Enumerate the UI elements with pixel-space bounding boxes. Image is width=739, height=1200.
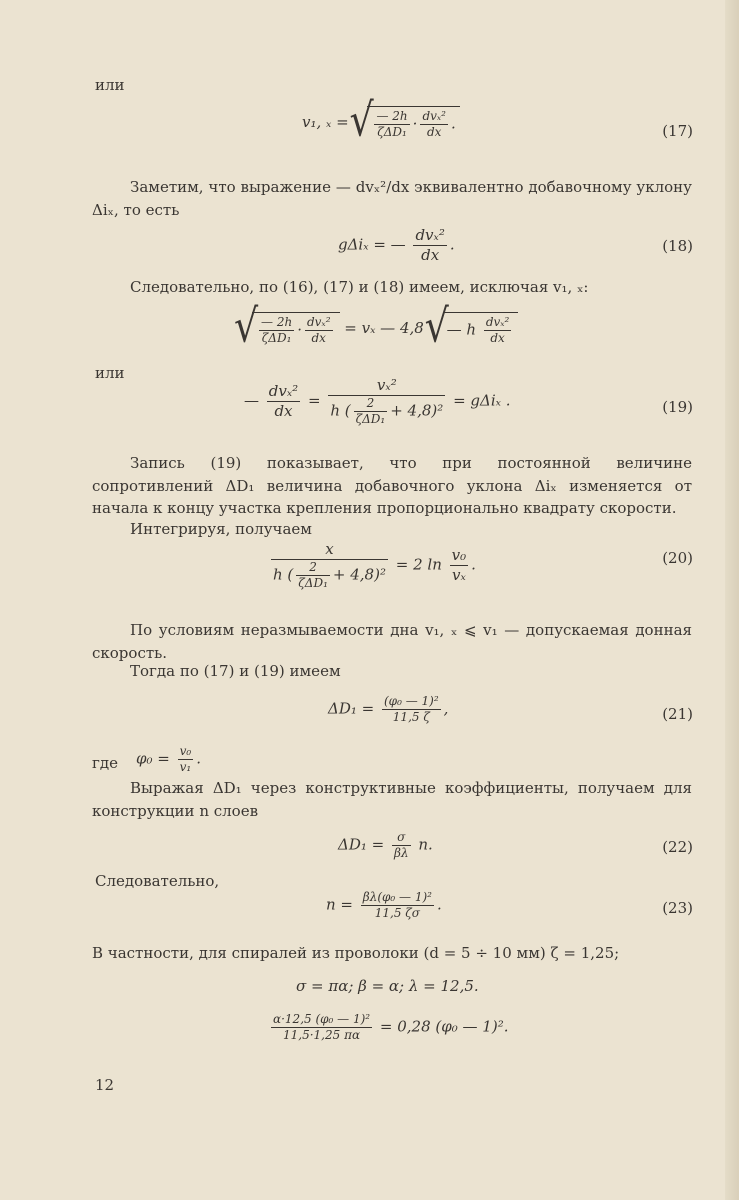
- equation-number-20: (20): [662, 549, 693, 567]
- equation-number-22: (22): [662, 838, 693, 856]
- equation-number-18: (18): [662, 237, 693, 255]
- paragraph-7: Выражая ΔD₁ через конструктивные коэффициенты, получаем для конструкции n слоев: [92, 779, 692, 820]
- phi0-num: v₀: [179, 744, 192, 758]
- eq-mid-h: — h: [446, 320, 477, 339]
- eq17-num: √ — 2h: [376, 109, 408, 123]
- eq18-num: dvₓ²: [415, 226, 445, 244]
- phi0-lhs: φ₀ =: [136, 749, 170, 768]
- eq22-n: n.: [418, 835, 433, 854]
- paragraph-8: В частности, для спиралей из проволоки (d = 5 ÷ 10 мм) ζ = 1,25;: [92, 944, 620, 962]
- eq23-den: 11,5 ζσ: [374, 906, 420, 920]
- page-edge: [725, 0, 739, 1200]
- equation-22: [338, 830, 433, 861]
- eq23-num: βλ(φ₀ — 1)²: [362, 890, 432, 904]
- equation-20: x h ( $\frac{2}{\text{ζΔD₁}}$ + 4,8)² = 2 ln $\frac{\text{v₀}}{\text{vₓ}}$ .: [273, 540, 476, 590]
- eq20-rhs: = 2 ln: [395, 555, 442, 574]
- eq19-inner-num: 2: [354, 396, 388, 412]
- final-formula: [268, 1012, 508, 1043]
- eq17-den: ζΔD₁: [377, 125, 407, 139]
- eq18-lhs: gΔiₓ = —: [338, 235, 406, 254]
- final-num: α·12,5 (φ₀ — 1)²: [273, 1012, 371, 1026]
- eq20-v0: v₀: [451, 546, 467, 565]
- equation-number-17: (17): [662, 122, 693, 140]
- phi0-definition: φ₀ = $\frac{\text{v₀}}{\text{v₁}}$ .: [136, 744, 202, 774]
- equation-19: — $\frac{\text{dvₓ²}}{dx}$ = vₓ² h ( $\frac{2}{\text{ζΔD₁}}$ + 4,8)² = gΔiₓ .: [244, 376, 511, 426]
- word-sledovatelno: Следовательно,: [95, 872, 220, 890]
- paragraph-1: Заметим, что выражение — dvₓ²/dx эквивалентно добавочному уклону Δiₓ, то есть: [92, 178, 692, 219]
- phi0-den: v₁: [179, 760, 192, 774]
- eq19-plus: + 4,8: [390, 401, 432, 420]
- word-ili: или: [95, 76, 125, 94]
- eq21-den: 11,5 ζ: [392, 710, 430, 724]
- paragraph-3: Запись (19) показывает, что при постоянной величине сопротивлений ΔD₁ величина добавочного уклона Δiₓ изменяется от начала к концу участка крепления пропорционально квадрату скорости.: [92, 454, 692, 517]
- eq19-inner-den: ζΔD₁: [355, 411, 386, 426]
- equation-number-19: (19): [662, 398, 693, 416]
- eq22-lhs: ΔD₁ =: [338, 835, 385, 854]
- equation-17: v₁, ₓ = √ $\frac{— 2h}{\text{ζΔD₁}}$ · $\frac{\text{dvₓ²}}{dx}$ .: [302, 106, 460, 140]
- eq19-lhs-num: dvₓ²: [268, 382, 299, 401]
- eq21-num: (φ₀ — 1)²: [384, 694, 439, 708]
- eq19-rhs: = gΔiₓ .: [453, 391, 511, 410]
- eq17-lhs: v₁, ₓ =: [302, 113, 349, 131]
- final-den: 11,5·1,25 πα: [283, 1028, 361, 1042]
- equation-number-21: (21): [662, 705, 693, 723]
- eq17-num2: dvₓ²: [422, 109, 446, 123]
- paragraph-5: По условиям неразмываемости дна v₁, ₓ ⩽ v₁ — допускаемая донная скорость.: [92, 621, 692, 662]
- eq22-den: βλ: [394, 846, 409, 860]
- paragraph-2: Следовательно, по (16), (17) и (18) имеем, исключая v₁, ₓ:: [130, 278, 589, 296]
- page-number: 12: [95, 1076, 115, 1094]
- equation-21: ΔD₁ = $\frac{\text{(φ₀ — 1)²}}{11,5 \zeta}$ ,: [328, 694, 449, 724]
- equation-18: gΔiₓ = — $\frac{\text{dvₓ²}}{dx}$ .: [338, 226, 455, 264]
- paragraph-6: Тогда по (17) и (19) имеем: [130, 662, 341, 680]
- final-rhs: = 0,28 (φ₀ — 1)².: [379, 1017, 509, 1036]
- equation-number-23: (23): [662, 899, 693, 917]
- eq21-lhs: ΔD₁ =: [328, 699, 375, 718]
- eq18-den: dx: [421, 245, 440, 264]
- line-coefficients: σ = πα; β = α; λ = 12,5.: [296, 977, 479, 995]
- eq22-num: σ: [392, 830, 411, 846]
- eq-mid-rhs: = vₓ — 4,8: [344, 319, 424, 337]
- word-ili-2: или: [95, 364, 125, 382]
- eq23-lhs: n =: [326, 895, 353, 914]
- word-gde: где: [92, 754, 118, 772]
- eq17-den2: dx: [426, 125, 442, 139]
- eq20-vx: vₓ: [451, 565, 466, 584]
- eq19-num: vₓ²: [328, 376, 445, 396]
- eq19-lhs-den: dx: [274, 401, 293, 420]
- equation-23: n = $\frac{\text{βλ(φ₀ — 1)²}}{11,5 \zeta\sigma}$ .: [326, 890, 442, 920]
- paragraph-4: Интегрируя, получаем: [130, 520, 312, 538]
- equation-intermediate: √ $\frac{— 2h}{\text{ζΔD₁}}$ · $\frac{\text{dvₓ²}}{dx}$ = vₓ — 4,8 √ — h $\frac{\text{dvₓ²}}{dx}$: [238, 312, 518, 346]
- eq20-num: x: [271, 540, 388, 560]
